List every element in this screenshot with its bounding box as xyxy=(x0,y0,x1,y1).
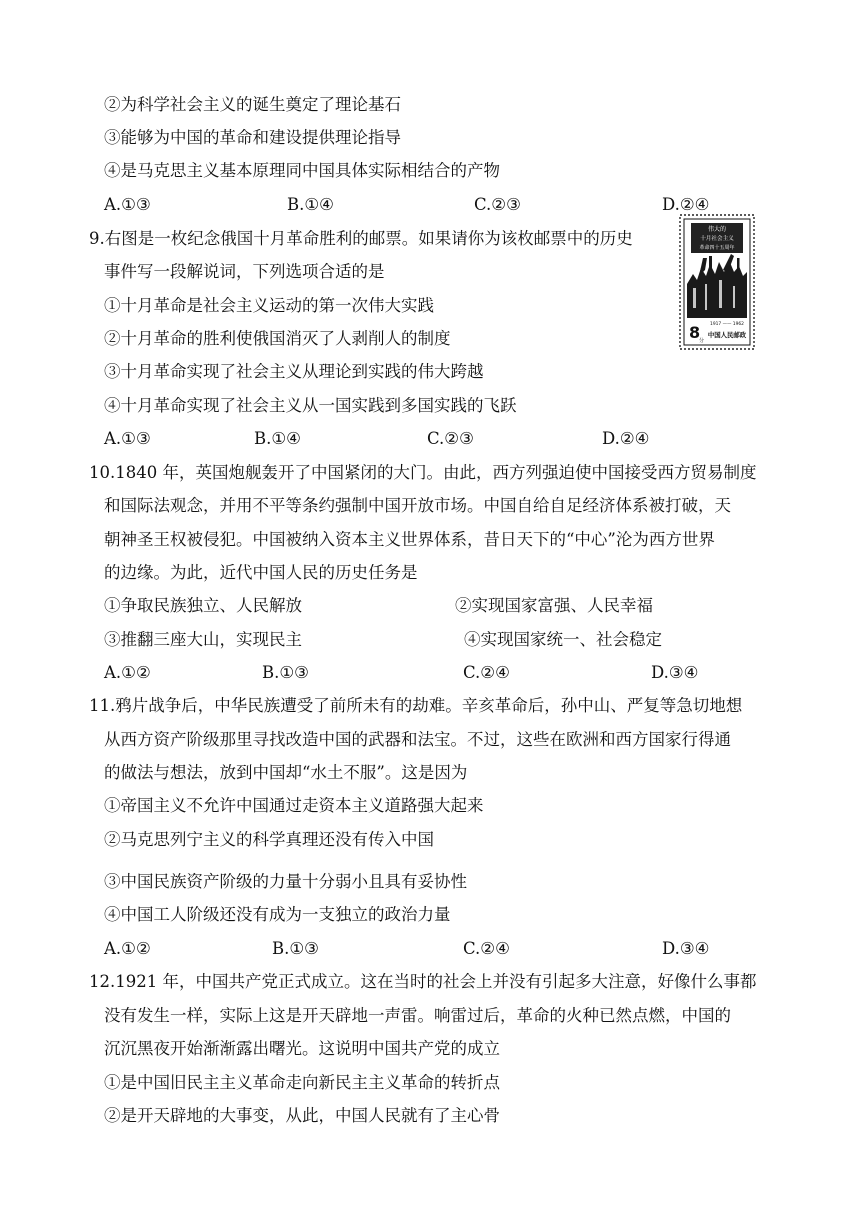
q9-item-1: ①十月革命是社会主义运动的第一次伟大实践 xyxy=(104,296,434,315)
stamp-years: 1917 —— 1962 xyxy=(710,322,744,327)
q10-item-3: ③推翻三座大山，实现民主 xyxy=(104,630,302,649)
q10-item-4: ④实现国家统一、社会稳定 xyxy=(464,630,662,649)
q11-item-4: ④中国工人阶级还没有成为一支独立的政治力量 xyxy=(104,905,451,924)
q12-stem-line-3: 沉沉黑夜开始渐渐露出曙光。这说明中国共产党的成立 xyxy=(104,1039,500,1058)
q12-item-2: ②是开天辟地的大事变，从此，中国人民就有了主心骨 xyxy=(104,1106,500,1125)
q11-item-3: ③中国民族资产阶级的力量十分弱小且具有妥协性 xyxy=(104,872,467,891)
stamp-issuer: 中国人民邮政 xyxy=(707,331,747,339)
october-revolution-stamp-image xyxy=(679,214,755,350)
q9-option-c: C.②③ xyxy=(427,429,474,448)
q12-stem-line-1: 12.1921 年，中国共产党正式成立。这在当时的社会上并没有引起多大注意，好像什么事都 xyxy=(89,972,757,991)
q8-option-c: C.②③ xyxy=(474,195,521,214)
q10-stem-line-2: 和国际法观念，并用不平等条约强制中国开放市场。中国自给自足经济体系被打破，天 xyxy=(104,496,731,515)
q10-item-2: ②实现国家富强、人民幸福 xyxy=(455,596,653,615)
q10-option-a: A.①② xyxy=(104,663,151,682)
q8-option-a: A.①③ xyxy=(104,195,151,214)
q9-item-3: ③十月革命实现了社会主义从理论到实践的伟大跨越 xyxy=(104,362,484,381)
q10-option-c: C.②④ xyxy=(463,663,510,682)
q11-stem-line-1: 11.鸦片战争后，中华民族遭受了前所未有的劫难。辛亥革命后，孙中山、严复等急切地想 xyxy=(89,696,743,715)
q10-option-d: D.③④ xyxy=(651,663,699,682)
q11-item-1: ①帝国主义不允许中国通过走资本主义道路强大起来 xyxy=(104,796,484,815)
q9-stem-line-2: 事件写一段解说词，下列选项合适的是 xyxy=(104,262,385,281)
q12-stem-line-2: 没有发生一样，实际上这是开天辟地一声雷。响雷过后，革命的火种已然点燃，中国的 xyxy=(104,1006,731,1025)
stamp-denomination: 8 xyxy=(689,323,701,342)
q12-item-1: ①是中国旧民主主义革命走向新民主主义革命的转折点 xyxy=(104,1073,500,1092)
q10-stem-line-1: 10.1840 年，英国炮舰轰开了中国紧闭的大门。由此，西方列强迫使中国接受西方贸易制度 xyxy=(89,463,757,482)
stamp-banner-line-2: 十月社会主义 xyxy=(700,236,734,242)
q11-item-2: ②马克思列宁主义的科学真理还没有传入中国 xyxy=(104,830,434,849)
q9-option-b: B.①④ xyxy=(254,429,301,448)
q9-item-2: ②十月革命的胜利使俄国消灭了人剥削人的制度 xyxy=(104,329,451,348)
stamp-banner-line-1: 伟大的 xyxy=(707,226,727,233)
q9-option-d: D.②④ xyxy=(602,429,650,448)
stamp-unit: 分 xyxy=(699,338,705,344)
q11-option-a: A.①② xyxy=(104,939,151,958)
q11-option-b: B.①③ xyxy=(272,939,319,958)
stamp-banner-line-3: 革命四十五周年 xyxy=(699,245,735,251)
q8-option-b: B.①④ xyxy=(287,195,334,214)
q8-item-2: ②为科学社会主义的诞生奠定了理论基石 xyxy=(104,95,401,114)
q9-item-4: ④十月革命实现了社会主义从一国实践到多国实践的飞跃 xyxy=(104,396,517,415)
q10-stem-line-4: 的边缘。为此，近代中国人民的历史任务是 xyxy=(104,563,418,582)
q8-item-3: ③能够为中国的革命和建设提供理论指导 xyxy=(104,128,401,147)
q11-stem-line-3: 的做法与想法，放到中国却“水土不服”。这是因为 xyxy=(104,763,468,782)
q8-option-d: D.②④ xyxy=(662,195,710,214)
q8-item-4: ④是马克思主义基本原理同中国具体实际相结合的产物 xyxy=(104,161,500,180)
q11-stem-line-2: 从西方资产阶级那里寻找改造中国的武器和法宝。不过，这些在欧洲和西方国家行得通 xyxy=(104,730,731,749)
q11-option-c: C.②④ xyxy=(463,939,510,958)
q10-stem-line-3: 朝神圣王权被侵犯。中国被纳入资本主义世界体系，昔日天下的“中心”沦为西方世界 xyxy=(104,530,715,549)
q9-stem-line-1: 9.右图是一枚纪念俄国十月革命胜利的邮票。如果请你为该枚邮票中的历史 xyxy=(89,229,633,248)
q9-option-a: A.①③ xyxy=(104,429,151,448)
q10-option-b: B.①③ xyxy=(262,663,309,682)
q10-item-1: ①争取民族独立、人民解放 xyxy=(104,596,302,615)
q11-option-d: D.③④ xyxy=(662,939,710,958)
